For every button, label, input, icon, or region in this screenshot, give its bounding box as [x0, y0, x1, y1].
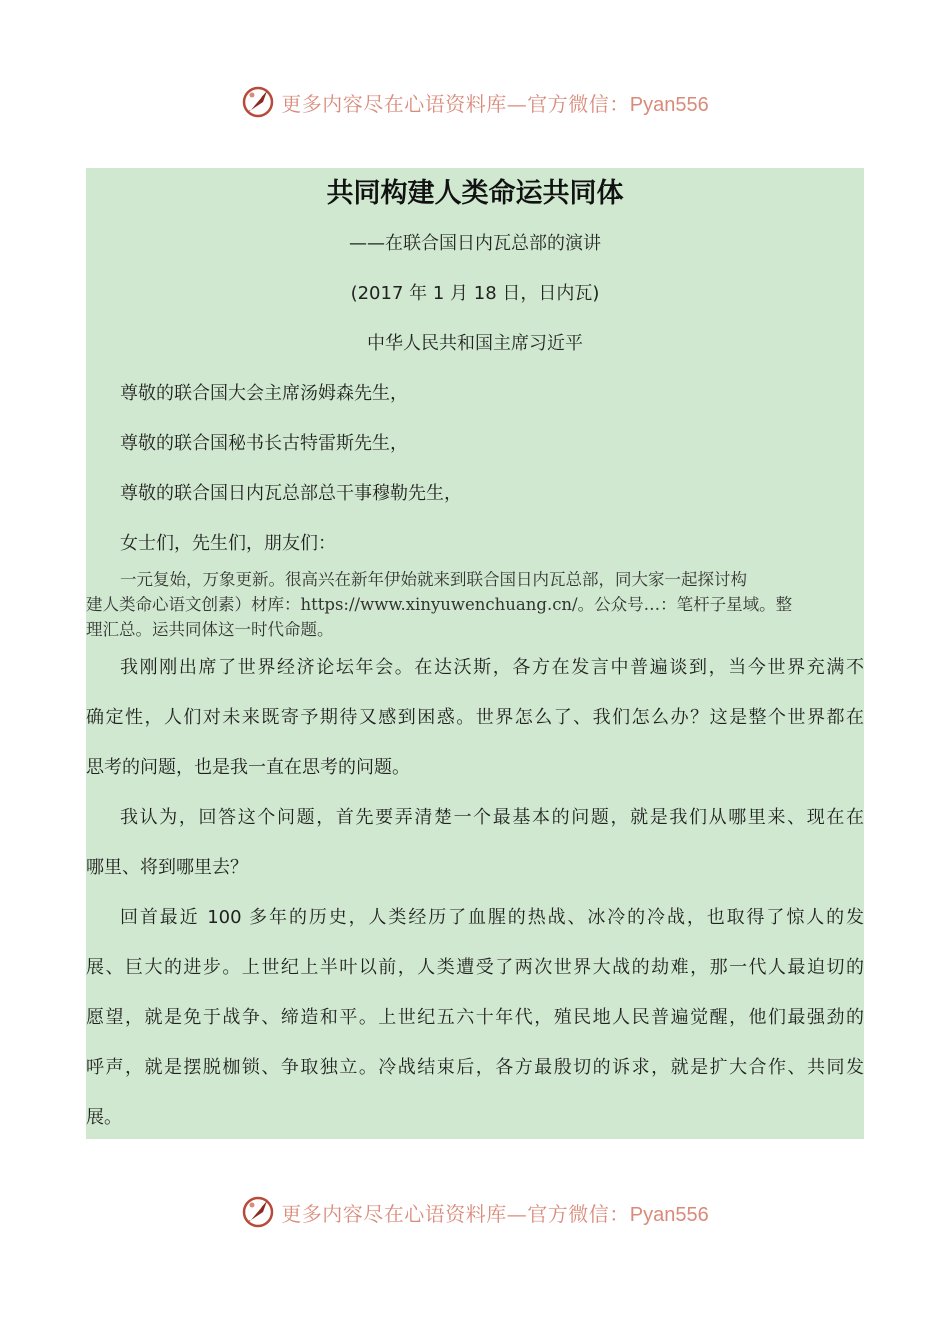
paragraph-line: 我刚刚出席了世界经济论坛年会。在达沃斯，各方在发言中普遍谈到，当今世界充满不 — [120, 657, 864, 678]
paragraph-line: 展。 — [86, 1107, 122, 1128]
salutation-line: 尊敬的联合国秘书长古特雷斯先生， — [120, 433, 408, 454]
paragraph-line: 确定性，人们对未来既寄予期待又感到困惑。世界怎么了、我们怎么办？这是整个世界都在 — [86, 707, 864, 728]
paragraph-line: 哪里、将到哪里去？ — [86, 857, 248, 878]
paragraph-line: 展、巨大的进步。上世纪上半叶以前，人类遭受了两次世界大战的劫难，那一代人最迫切的 — [86, 957, 864, 978]
paragraph-line: 呼声，就是摆脱枷锁、争取独立。冷战结束后，各方最殷切的诉求，就是扩大合作、共同发 — [86, 1057, 864, 1078]
quill-logo-icon — [241, 85, 275, 119]
paragraph-line: 思考的问题，也是我一直在思考的问题。 — [86, 757, 410, 778]
header-banner — [0, 82, 950, 122]
notice-line: 理汇总。运共同体这一时代命题。 — [86, 620, 334, 639]
speaker: 中华人民共和国主席习近平 — [367, 333, 583, 354]
footer-banner — [0, 1192, 950, 1232]
wechat-id: Pyan556 — [629, 93, 709, 116]
wechat-id: Pyan556 — [629, 1203, 709, 1226]
salutation-line: 尊敬的联合国大会主席汤姆森先生， — [120, 383, 408, 404]
document-body — [86, 168, 864, 1139]
date-place: (2017 年 1 月 18 日，日内瓦) — [350, 283, 600, 304]
salutation-line: 尊敬的联合国日内瓦总部总干事穆勒先生， — [120, 483, 462, 504]
notice-line: 建人类命心语文创素）材库：https://www.xinyuwenchuang.cn/。公众号…：笔杆子星域。整 — [86, 595, 793, 614]
banner-text: 更多内容尽在心语资料库—官方微信：Pyan556 — [281, 91, 709, 116]
document-subtitle: ——在联合国日内瓦总部的演讲 — [349, 233, 601, 254]
quill-logo-icon — [241, 1195, 275, 1229]
paragraph-line: 愿望，就是免于战争、缔造和平。上世纪五六十年代，殖民地人民普遍觉醒，他们最强劲的 — [86, 1007, 864, 1028]
banner-text: 更多内容尽在心语资料库—官方微信：Pyan556 — [281, 1201, 709, 1226]
salutation-line: 女士们，先生们，朋友们： — [120, 533, 336, 554]
paragraph-line: 我认为，回答这个问题，首先要弄清楚一个最基本的问题，就是我们从哪里来、现在在 — [120, 807, 864, 828]
paragraph-line: 回首最近 100 多年的历史，人类经历了血腥的热战、冰冷的冷战，也取得了惊人的发 — [120, 907, 864, 928]
document-title: 共同构建人类命运共同体 — [326, 178, 624, 209]
notice-line: 一元复始，万象更新。很高兴在新年伊始就来到联合国日内瓦总部，同大家一起探讨构 — [120, 570, 747, 589]
